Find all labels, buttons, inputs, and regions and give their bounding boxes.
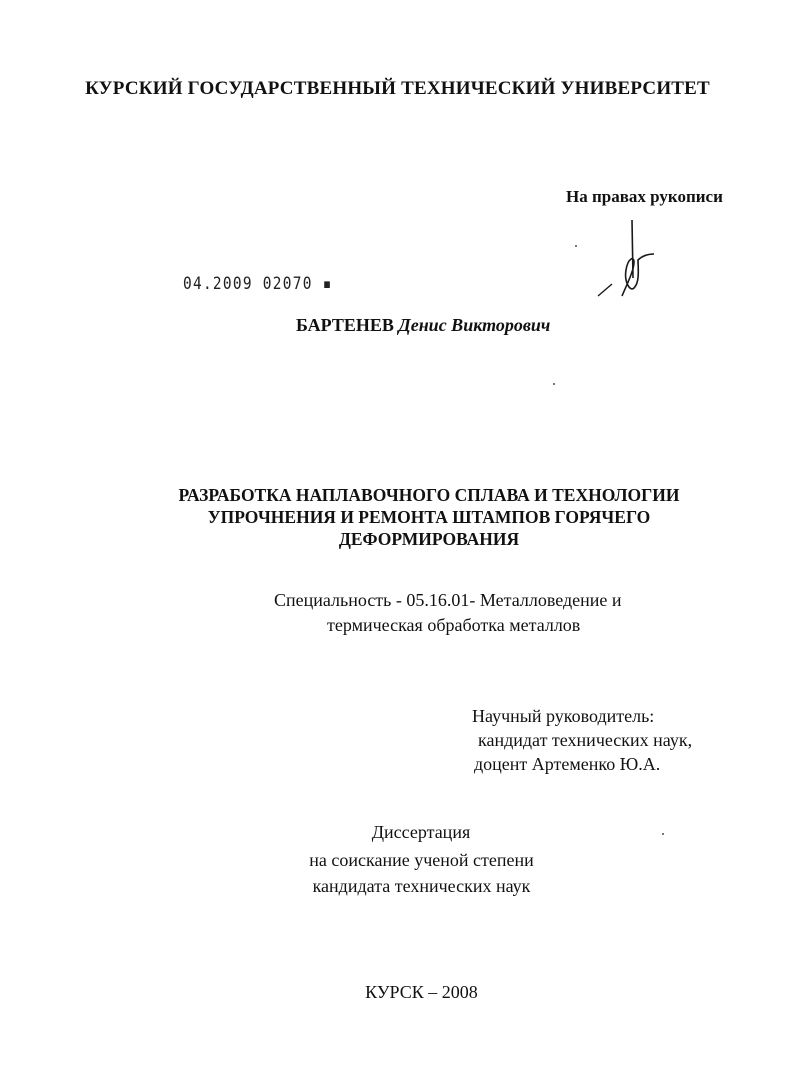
degree-line: на соискание ученой степени [309,850,534,870]
author-name [296,315,550,336]
author-surname: БАРТЕНЕВ [296,315,394,335]
supervisor-line: Научный руководитель: [472,706,655,726]
title-line: РАЗРАБОТКА НАПЛАВОЧНОГО СПЛАВА И ТЕХНОЛОГИИ [178,485,680,505]
place-year: КУРСК – 2008 [365,982,478,1002]
university-name: КУРСКИЙ ГОСУДАРСТВЕННЫЙ ТЕХНИЧЕСКИЙ УНИВЕРСИТЕТ [85,78,710,99]
title-line: УПРОЧНЕНИЯ И РЕМОНТА ШТАМПОВ ГОРЯЧЕГО [207,507,651,527]
author-given-names: Денис Викторович [398,315,551,335]
supervisor-line: кандидат технических наук, [478,730,693,750]
supervisor-line: доцент Артеменко Ю.А. [474,754,661,774]
signature-mark [592,218,662,300]
registration-number: 04.2009 02070 ▪ [183,274,333,294]
scan-speck [575,245,577,247]
degree-line: кандидата технических наук [312,876,531,896]
specialty-line: термическая обработка металлов [327,615,581,635]
specialty-block [274,588,622,638]
degree-line: Диссертация [371,822,471,842]
supervisor-block [472,704,692,776]
dissertation-title [0,484,795,550]
specialty-line: Специальность - 05.16.01- Металловедение и [274,590,622,610]
manuscript-rights-label: На правах рукописи [566,187,723,206]
degree-block [0,819,795,899]
scan-speck [553,383,555,385]
title-line: ДЕФОРМИРОВАНИЯ [338,529,520,549]
